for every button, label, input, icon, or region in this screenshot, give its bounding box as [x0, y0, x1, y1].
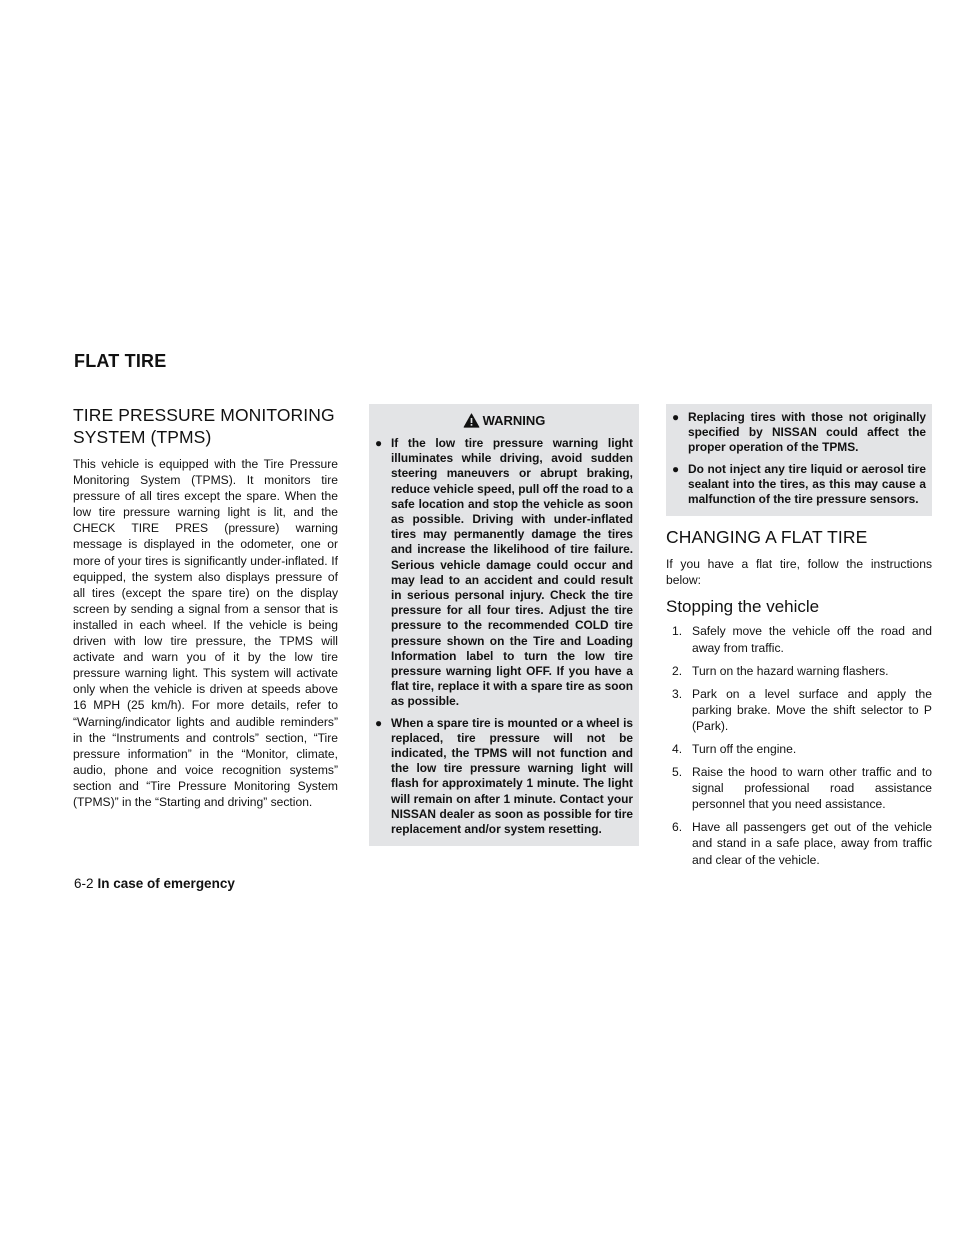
step-text: Turn on the hazard warning flashers.: [692, 663, 889, 678]
section-title: FLAT TIRE: [74, 351, 167, 371]
changing-tire-intro: If you have a flat tire, follow the instructions below:: [666, 557, 932, 588]
tpms-body: This vehicle is equipped with the Tire Pressure Monitoring System (TPMS). It monitors tire pressure of all tires except the spare. When the low tire pressure warning light is lit, and the CHECK TIRE PRES (pressure) warning message is displayed in the odometer, one or more of your tires is significantly under-inflated. If equipped, the system also displays pressure of all tires (except the spare tire) on the display screen by sending a signal from a sensor that is installed in each wheel. If the vehicle is being driven with low tire pressure, the TPMS will activate and warn you of it by the low tire pressure warning light. This system will activate only when the vehicle is driven at speeds above 16 MPH (25 km/h). For more details, refer to “Warning/indicator lights and audible reminders” in the “Instruments and controls” section, “Tire pressure information” in the “Monitor, climate, audio, phone and voice recognition systems” section and “Tire Pressure Monitoring System (TPMS)” in the “Starting and driving” section.: [73, 457, 338, 809]
step-item: [666, 663, 932, 679]
stopping-vehicle-heading: Stopping the vehicle: [666, 597, 820, 617]
step-number: 6.: [672, 820, 683, 835]
step-number: 5.: [672, 765, 683, 780]
warning-item: [672, 462, 926, 508]
steps-list: [666, 623, 932, 867]
step-number: 2.: [672, 663, 683, 678]
step-item: [666, 741, 932, 757]
warning-list-continued: [672, 410, 926, 507]
step-text: Raise the hood to warn other traffic and to signal professional road assistance personnel that you need assistance.: [692, 765, 932, 812]
tpms-heading: TIRE PRESSURE MONITORING SYSTEM (TPMS): [73, 405, 335, 447]
step-number: 4.: [672, 741, 683, 756]
step-text: Have all passengers get out of the vehicle and stand in a safe place, away from traffic and clear of the vehicle.: [692, 820, 932, 867]
warning-box-continued: [666, 404, 932, 516]
bullet: ●: [375, 436, 383, 450]
page-number: 6-2: [74, 876, 94, 891]
step-item: [666, 819, 932, 867]
column-warning: [369, 404, 639, 846]
step-number: 3.: [672, 686, 683, 701]
step-number: 1.: [672, 624, 683, 639]
step-text: Park on a level surface and apply the parking brake. Move the shift selector to P (Park).: [692, 686, 932, 733]
page-footer: [74, 876, 235, 891]
warning-item-text: If the low tire pressure warning light illuminates while driving, avoid sudden steering maneuvers or abrupt braking, reduce vehicle speed, pull off the road to a safe location and stop the vehicle as soon as possible. Driving with under-inflated tires may permanently damage the tires and increase the likelihood of tire failure. Serious vehicle damage could occur and may lead to an accident and could result in serious personal injury. Check the tire pressure for all four tires. Adjust the tire pressure to the recommended COLD tire pressure shown on the Tire and Loading Information label to turn the low tire pressure warning light OFF. If you have a flat tire, replace it with a spare tire as soon as possible.: [391, 436, 633, 709]
column-changing-tire: [666, 404, 932, 875]
step-item: [666, 623, 932, 655]
step-item: [666, 764, 932, 812]
chapter-title: In case of emergency: [97, 876, 235, 891]
warning-item: [375, 716, 633, 838]
changing-tire-heading: CHANGING A FLAT TIRE: [666, 527, 868, 548]
step-text: Safely move the vehicle off the road and away from traffic.: [692, 624, 932, 655]
bullet: ●: [375, 715, 383, 730]
warning-item-text: Do not inject any tire liquid or aerosol tire sealant into the tires, as this may cause a malfunction of the tire pressure sensors.: [688, 461, 926, 507]
bullet: ●: [672, 410, 680, 424]
warning-triangle-icon: [463, 413, 480, 428]
step-item: [666, 686, 932, 734]
warning-item-text: Replacing tires with those not originally specified by NISSAN could affect the proper operation of the TPMS.: [688, 410, 926, 455]
warning-item: [375, 436, 633, 710]
column-tpms: [73, 404, 338, 810]
step-text: Turn off the engine.: [692, 741, 797, 756]
warning-item: [672, 410, 926, 456]
bullet: ●: [672, 461, 680, 476]
warning-item-text: When a spare tire is mounted or a wheel is replaced, tire pressure will not be indicated, the TPMS will not function and the low tire pressure warning light will flash for approximately 1 minute. The light will remain on after 1 minute. Contact your NISSAN dealer as soon as possible for tire replacement and/or system resetting.: [391, 715, 633, 837]
warning-list: [375, 436, 633, 837]
warning-title: WARNING: [482, 412, 546, 428]
warning-box: [369, 404, 639, 846]
warning-header: [375, 410, 633, 430]
